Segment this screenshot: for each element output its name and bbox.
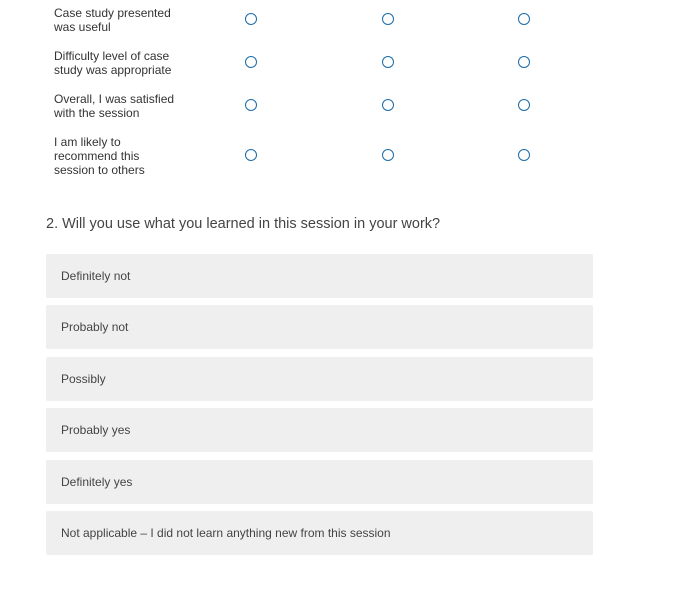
option-probably-not[interactable]: Probably not (46, 305, 593, 349)
radio-option-col-1[interactable] (245, 56, 257, 68)
radio-option-col-1[interactable] (245, 99, 257, 111)
matrix-row-label (54, 6, 171, 34)
option-possibly[interactable]: Possibly (46, 357, 593, 401)
matrix-row-label-line: session to others (54, 163, 145, 177)
matrix-row-label-line: was useful (54, 20, 111, 34)
radio-option-col-2[interactable] (382, 149, 394, 161)
radio-option-col-2[interactable] (382, 13, 394, 25)
question-2-title: 2. Will you use what you learned in this session in your work? (46, 216, 441, 232)
radio-option-col-1[interactable] (245, 149, 257, 161)
option-not-applicable[interactable]: Not applicable – I did not learn anything new from this session (46, 511, 593, 555)
matrix-row-label-line: with the session (54, 106, 140, 120)
radio-option-col-2[interactable] (382, 56, 394, 68)
matrix-row-label-line: I am likely to (54, 135, 121, 149)
radio-option-col-3[interactable] (518, 56, 530, 68)
radio-option-col-3[interactable] (518, 13, 530, 25)
option-probably-yes[interactable]: Probably yes (46, 408, 593, 452)
radio-option-col-2[interactable] (382, 99, 394, 111)
matrix-row-label-line: study was appropriate (54, 63, 172, 77)
radio-option-col-3[interactable] (518, 99, 530, 111)
option-definitely-not[interactable]: Definitely not (46, 254, 593, 298)
matrix-row-label-line: Overall, I was satisfied (54, 92, 175, 106)
matrix-row-label-line: Difficulty level of case (54, 49, 170, 63)
matrix-row-label (54, 135, 145, 177)
matrix-row-label (54, 49, 171, 77)
matrix-row-label-line: Case study presented (54, 6, 171, 20)
radio-option-col-3[interactable] (518, 149, 530, 161)
matrix-row-label (54, 92, 174, 120)
matrix-row-label-line: recommend this (54, 149, 140, 163)
option-definitely-yes[interactable]: Definitely yes (46, 460, 593, 504)
radio-option-col-1[interactable] (245, 13, 257, 25)
